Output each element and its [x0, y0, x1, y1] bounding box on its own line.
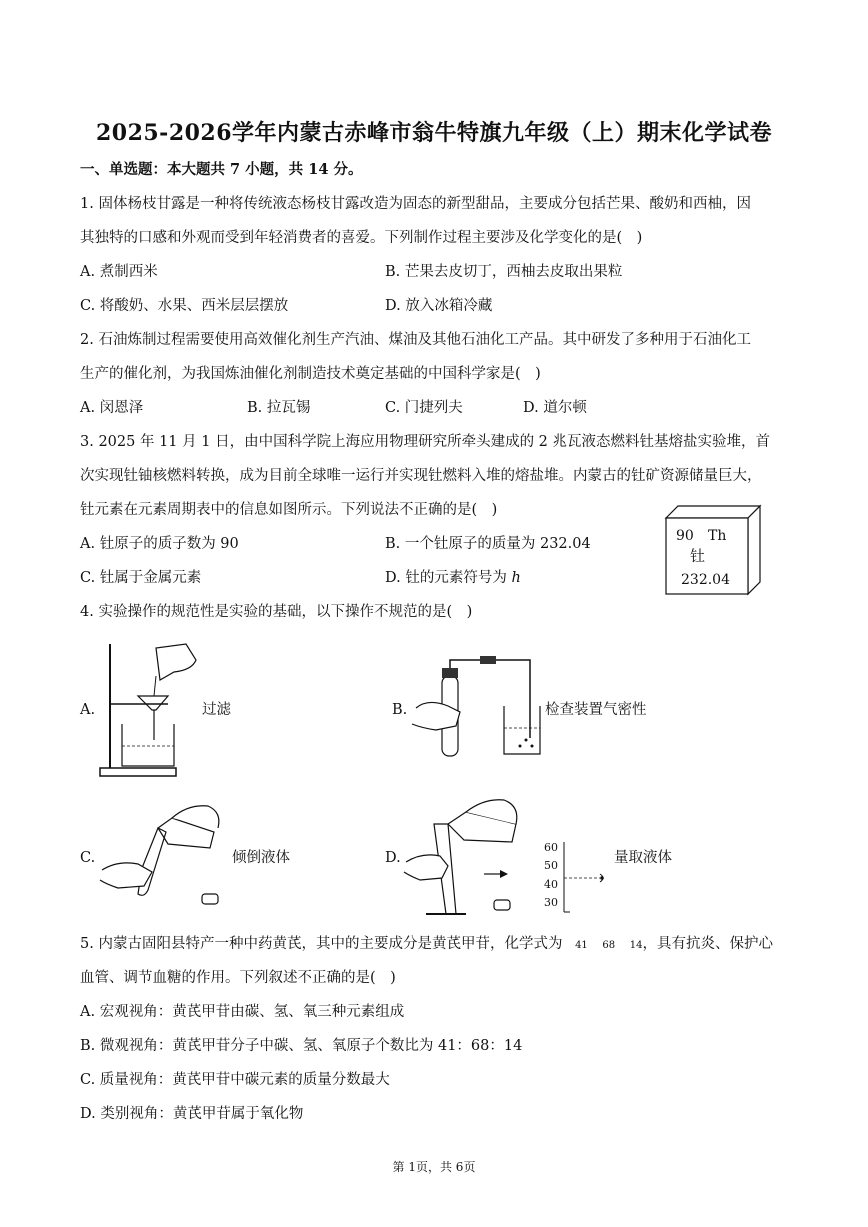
q3-option-a: A. 钍原子的质子数为 90 — [80, 536, 239, 552]
q5-option-d: D. 类别视角：黄芪甲苷属于氧化物 — [80, 1106, 304, 1122]
q3-stem-line3: 钍元素在元素周期表中的信息如图所示。下列说法不正确的是( ) — [80, 502, 498, 518]
q3-symbol: h — [511, 570, 521, 586]
tick-40: 40 — [544, 878, 558, 891]
q1-stem-line1: 1. 固体杨枝甘露是一种将传统液态杨枝甘露改造为固态的新型甜品，主要成分包括芒果、酸奶和西柚，因 — [80, 196, 751, 212]
q2-option-a: A. 闵恩泽 — [80, 400, 144, 416]
filtration-apparatus-illustration — [96, 640, 206, 780]
q2-stem-line1: 2. 石油炼制过程需要使用高效催化剂生产汽油、煤油及其他石油化工产品。其中研发了多种用于石油化工 — [80, 332, 751, 348]
tick-50: 50 — [544, 859, 558, 872]
exam-title: 2025-2026学年内蒙古赤峰市翁牛特旗九年级（上）期末化学试卷 — [95, 120, 773, 146]
q2-stem-line2: 生产的催化剂，为我国炼油催化剂制造技术奠定基础的中国科学家是( ) — [80, 366, 541, 382]
airtightness-check-illustration — [408, 654, 553, 762]
q5-stem-line1: 5. 内蒙古固阳县特产一种中药黄芪，其中的主要成分是黄芪甲苷，化学式为 41 68 14，具有抗炎、保护心 — [80, 936, 773, 952]
q3-option-c: C. 钍属于金属元素 — [80, 570, 202, 586]
tick-60: 60 — [544, 841, 558, 854]
q5-option-b: B. 微观视角：黄芪甲苷分子中碳、氢、氧原子个数比为 41：68：14 — [80, 1038, 523, 1054]
element-symbol: Th — [708, 528, 727, 544]
tick-30: 30 — [544, 896, 558, 909]
q3-stem-line1: 3. 2025 年 11 月 1 日，由中国科学院上海应用物理研究所牵头建成的 2 兆瓦液态燃料钍基熔盐实验堆，首 — [80, 434, 771, 450]
q4-option-d-letter: D. — [385, 850, 401, 866]
element-mass: 232.04 — [681, 572, 730, 588]
q1-option-c: C. 将酸奶、水果、西米层层摆放 — [80, 298, 289, 314]
q4-option-c-letter: C. — [80, 850, 96, 866]
q1-option-a: A. 煮制西米 — [80, 264, 158, 280]
graduated-cylinder-pour-illustration — [404, 796, 534, 916]
q2-option-d: D. 道尔顿 — [523, 400, 587, 416]
q3-option-b: B. 一个钍原子的质量为 232.04 — [385, 536, 591, 552]
q4-option-a-letter: A. — [80, 702, 96, 718]
formula-sub-c: 41 — [575, 940, 588, 951]
section-heading: 一、单选题：本大题共 7 小题，共 14 分。 — [80, 161, 363, 178]
page-footer: 第 1页，共 6页 — [392, 1160, 476, 1174]
q4-option-b-letter: B. — [392, 702, 408, 718]
element-name: 钍 — [690, 547, 706, 565]
q5-stem-line2: 血管、调节血糖的作用。下列叙述不正确的是( ) — [80, 970, 396, 986]
q3-stem-line2: 次实现钍铀核燃料转换，成为目前全球唯一运行并实现钍燃料入堆的熔盐堆。内蒙古的钍矿资源储量巨大， — [80, 468, 762, 484]
q4-option-c-label: 倾倒液体 — [232, 850, 290, 866]
q5-option-c: C. 质量视角：黄芪甲苷中碳元素的质量分数最大 — [80, 1072, 390, 1088]
q3-option-d: D. 钍的元素符号为 h — [385, 570, 521, 586]
q1-option-b: B. 芒果去皮切丁，西柚去皮取出果粒 — [385, 264, 623, 280]
q4-option-b-label: 检查装置气密性 — [545, 702, 647, 718]
q4-option-a-label: 过滤 — [202, 702, 231, 718]
q1-stem-line2: 其独特的口感和外观而受到年轻消费者的喜爱。下列制作过程主要涉及化学变化的是( ) — [80, 230, 643, 246]
pouring-liquid-illustration — [98, 798, 228, 910]
q5-option-a: A. 宏观视角：黄芪甲苷由碳、氢、氧三种元素组成 — [80, 1004, 405, 1020]
q2-option-c: C. 门捷列夫 — [385, 400, 463, 416]
q2-option-b: B. 拉瓦锡 — [247, 400, 311, 416]
q4-option-d-label: 量取液体 — [614, 850, 672, 866]
formula-sub-h: 68 — [602, 940, 616, 951]
formula-sub-o: 14 — [629, 940, 643, 951]
q1-option-d: D. 放入冰箱冷藏 — [385, 298, 493, 314]
element-number: 90 — [676, 528, 694, 544]
q4-stem: 4. 实验操作的规范性是实验的基础，以下操作不规范的是( ) — [80, 604, 473, 620]
